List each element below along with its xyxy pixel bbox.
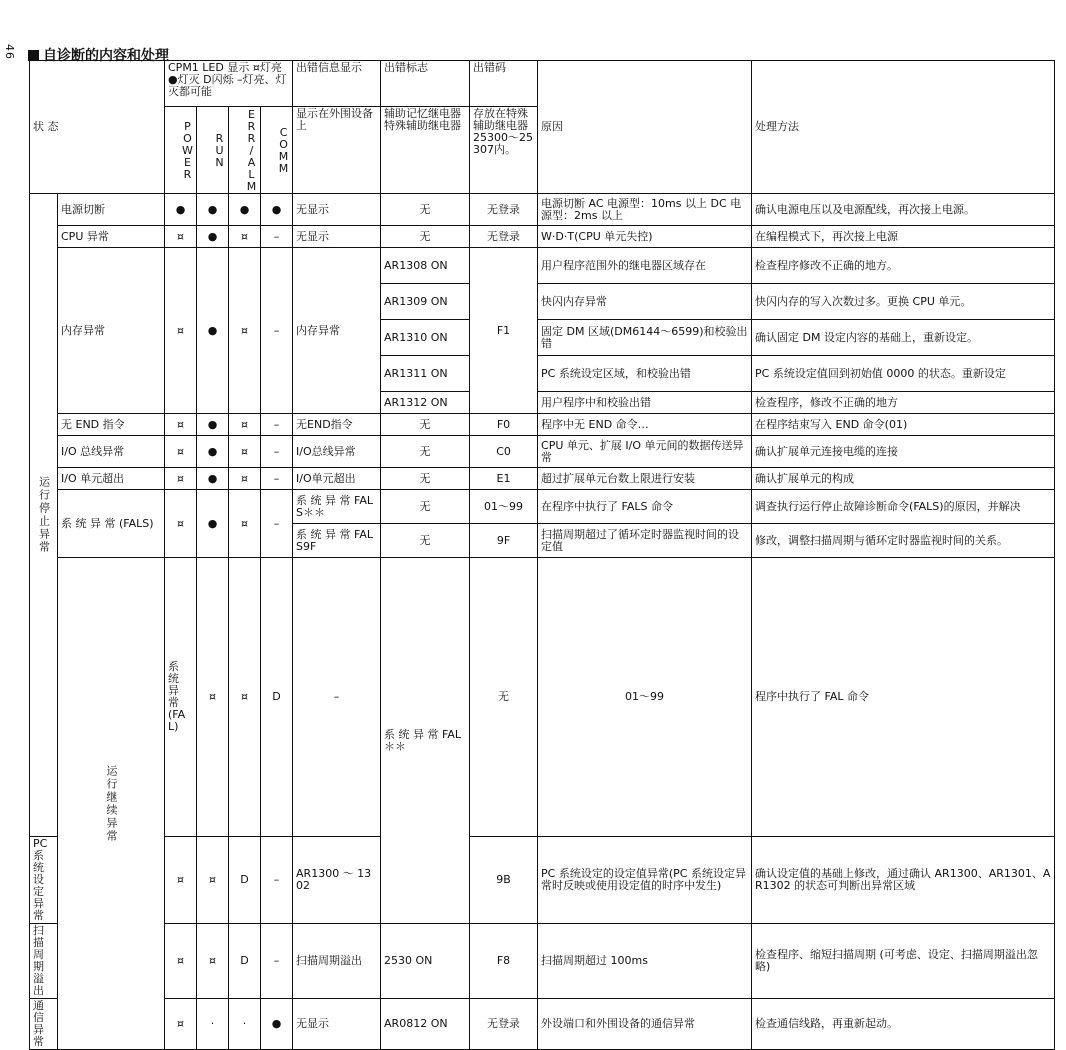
cause-cell: 超过扩展单元台数上限进行安装	[538, 468, 752, 490]
cause-cell: 扫描周期超过了循环定时器监视时间的设定值	[538, 524, 752, 558]
header-solution: 处理方法	[752, 61, 1055, 194]
led-power: ¤	[165, 468, 197, 490]
led-comm: –	[261, 436, 293, 468]
led-power: ¤	[165, 248, 197, 414]
flag-cell: 2530 ON	[381, 924, 470, 999]
led-run: ¤	[229, 558, 261, 837]
led-power: ¤	[165, 924, 197, 999]
cause-cell: 扫描周期超过 100ms	[538, 924, 752, 999]
led-err: ●	[229, 194, 261, 226]
code-cell: 9B	[470, 837, 538, 924]
cause-cell: CPU 单元、扩展 I/O 单元间的数据传送异常	[538, 436, 752, 468]
code-cell: 无登录	[470, 226, 538, 248]
cause-cell: 电源切断 AC 电源型：10ms 以上 DC 电源型：2ms 以上	[538, 194, 752, 226]
led-run: ¤	[197, 837, 229, 924]
code-cell: F1	[470, 248, 538, 414]
led-err: ¤	[229, 436, 261, 468]
solution-cell: 确认电源电压以及电源配线，再次接上电源。	[752, 194, 1055, 226]
led-run: ¤	[197, 924, 229, 999]
led-power: ●	[165, 194, 197, 226]
table-row	[30, 558, 1055, 837]
code-cell: F0	[470, 414, 538, 436]
led-run: ●	[197, 248, 229, 414]
led-power: ¤	[165, 490, 197, 558]
flag-cell: 无	[381, 468, 470, 490]
solution-cell: 确认设定值的基础上修改，通过确认 AR1300、AR1301、AR1302 的状态可判断出异常区域	[752, 837, 1055, 924]
code-cell: 9F	[470, 524, 538, 558]
solution-cell: 修改，调整扫描周期与循环定时器监视时间的关系。	[752, 524, 1055, 558]
flag-cell: AR1308 ON	[381, 248, 470, 284]
message-cell: I/O总线异常	[293, 436, 381, 468]
table-row	[30, 999, 1055, 1050]
led-power: ¤	[197, 558, 229, 837]
state-cell: 扫描周期溢出	[30, 924, 58, 999]
led-run: ●	[197, 468, 229, 490]
message-cell: 系 统 异 常 FALS9F	[293, 524, 381, 558]
message-cell: I/O单元超出	[293, 468, 381, 490]
cause-cell: PC 系统设定的设定值异常(PC 系统设定异常时反映或使用设定值的时序中发生)	[538, 837, 752, 924]
led-comm: ●	[261, 999, 293, 1050]
state-cell: 系 统 异 常 (FAL)	[165, 558, 197, 837]
flag-cell: 无	[470, 558, 538, 837]
header-code-top: 出错码	[470, 61, 538, 107]
led-power: ¤	[165, 436, 197, 468]
page-number: 46	[3, 44, 16, 60]
solution-cell: 确认扩展单元的构成	[752, 468, 1055, 490]
led-comm: –	[261, 226, 293, 248]
led-comm: –	[261, 837, 293, 924]
table-row	[30, 414, 1055, 436]
code-cell: C0	[470, 436, 538, 468]
led-run: ●	[197, 226, 229, 248]
solution-cell: 检查通信线路，再重新起动。	[752, 999, 1055, 1050]
state-cell: 无 END 指令	[58, 414, 165, 436]
header-flag-bottom: 辅助记忆继电器特殊辅助继电器	[381, 107, 470, 194]
solution-cell: 在程序结束写入 END 命令(01)	[752, 414, 1055, 436]
code-cell: E1	[470, 468, 538, 490]
header-code-bottom: 存放在特殊辅助继电器 25300～25307内。	[470, 107, 538, 194]
table-row	[30, 490, 1055, 524]
header-led-power: POWER	[165, 107, 197, 194]
table-row	[30, 436, 1055, 468]
led-err: D	[229, 924, 261, 999]
led-err: ¤	[229, 226, 261, 248]
state-cell: 电源切断	[58, 194, 165, 226]
header-message-top: 出错信息显示	[293, 61, 381, 107]
message-cell: 无显示	[293, 999, 381, 1050]
led-power: ¤	[165, 414, 197, 436]
cause-cell: 程序中无 END 命令…	[538, 414, 752, 436]
led-err: ¤	[229, 414, 261, 436]
cause-cell: 程序中执行了 FAL 命令	[752, 558, 1055, 837]
message-cell: 系 统 异 常 FALS＊＊	[293, 490, 381, 524]
code-cell: 01～99	[538, 558, 752, 837]
led-run: ●	[197, 436, 229, 468]
solution-cell: 在编程模式下，再次接上电源	[752, 226, 1055, 248]
cause-cell: 在程序中执行了 FALS 命令	[538, 490, 752, 524]
table-row	[30, 194, 1055, 226]
state-cell: CPU 异常	[58, 226, 165, 248]
solution-cell: 调查执行运行停止故障诊断命令(FALS)的原因，并解决	[752, 490, 1055, 524]
led-run: ●	[197, 194, 229, 226]
led-comm: –	[261, 414, 293, 436]
solution-cell: 确认固定 DM 设定内容的基础上，重新设定。	[752, 320, 1055, 356]
flag-cell: 无	[381, 524, 470, 558]
led-power: ¤	[165, 837, 197, 924]
flag-cell: AR1310 ON	[381, 320, 470, 356]
cause-cell: 固定 DM 区域(DM6144～6599)和校验出错	[538, 320, 752, 356]
code-cell: 无登录	[470, 194, 538, 226]
group-stop-label: 运行停止异常	[30, 194, 58, 837]
led-err: D	[261, 558, 293, 837]
state-cell: PC 系统设定异常	[30, 837, 58, 924]
led-comm: –	[261, 924, 293, 999]
led-run: ●	[197, 490, 229, 558]
led-err: ·	[229, 999, 261, 1050]
led-err: ¤	[229, 468, 261, 490]
solution-cell: 快闪内存的写入次数过多。更换 CPU 单元。	[752, 284, 1055, 320]
flag-cell: 无	[381, 414, 470, 436]
code-cell: 01～99	[470, 490, 538, 524]
led-comm: –	[293, 558, 381, 837]
header-led-comm: COMM	[261, 107, 293, 194]
state-cell: 内存异常	[58, 248, 165, 414]
header-message-bottom: 显示在外围设备上	[293, 107, 381, 194]
led-err: ¤	[229, 490, 261, 558]
state-cell: I/O 单元超出	[58, 468, 165, 490]
table-row	[30, 837, 1055, 924]
header-status: 状 态	[30, 61, 165, 194]
state-cell: I/O 总线异常	[58, 436, 165, 468]
led-power: ¤	[165, 999, 197, 1050]
led-err: D	[229, 837, 261, 924]
flag-cell: AR0812 ON	[381, 999, 470, 1050]
message-cell: 无END指令	[293, 414, 381, 436]
message-cell: 无显示	[293, 194, 381, 226]
led-comm: –	[261, 468, 293, 490]
diagnosis-table	[29, 60, 1055, 1050]
message-cell: 内存异常	[293, 248, 381, 414]
page-title-text: 自诊断的内容和处理	[43, 48, 169, 64]
table-row	[30, 226, 1055, 248]
led-run: ·	[197, 999, 229, 1050]
header-cause: 原因	[538, 61, 752, 194]
header-led-err: ERR/ALM	[229, 107, 261, 194]
table-row	[30, 468, 1055, 490]
cause-cell: 用户程序范围外的继电器区域存在	[538, 248, 752, 284]
group-continue-label: 运行继续异常	[58, 558, 165, 1050]
led-comm: –	[261, 490, 293, 558]
cause-cell: 用户程序中和校验出错	[538, 392, 752, 414]
header-flag-top: 出错标志	[381, 61, 470, 107]
code-cell: 无登录	[470, 999, 538, 1050]
flag-cell: 无	[381, 226, 470, 248]
flag-cell: AR1312 ON	[381, 392, 470, 414]
header-led-group: CPM1 LED 显示 ¤灯亮 ●灯灭 D闪烁 –灯亮、灯灭都可能	[165, 61, 293, 107]
table-row	[30, 248, 1055, 284]
message-cell: 扫描周期溢出	[293, 924, 381, 999]
led-comm: –	[261, 248, 293, 414]
cause-cell: PC 系统设定区域，和校验出错	[538, 356, 752, 392]
cause-cell: W·D·T(CPU 单元失控)	[538, 226, 752, 248]
flag-cell: AR1311 ON	[381, 356, 470, 392]
code-cell: F8	[470, 924, 538, 999]
solution-cell: 确认扩展单元连接电缆的连接	[752, 436, 1055, 468]
header-led-run: RUN	[197, 107, 229, 194]
message-cell: 系 统 异 常 FAL＊＊	[381, 558, 470, 924]
led-power: ¤	[165, 226, 197, 248]
table-row	[30, 924, 1055, 999]
flag-cell: 无	[381, 194, 470, 226]
flag-cell: 无	[381, 436, 470, 468]
solution-cell: 检查程序，修改不正确的地方	[752, 392, 1055, 414]
solution-cell: 检查程序、缩短扫描周期 (可考虑、设定、扫描周期溢出忽略)	[752, 924, 1055, 999]
cause-cell: 快闪内存异常	[538, 284, 752, 320]
state-cell: 系 统 异 常 (FALS)	[58, 490, 165, 558]
solution-cell: PC 系统设定值回到初始值 0000 的状态。重新设定	[752, 356, 1055, 392]
flag-cell: AR1309 ON	[381, 284, 470, 320]
led-err: ¤	[229, 248, 261, 414]
message-cell: 无显示	[293, 226, 381, 248]
flag-cell: 无	[381, 490, 470, 524]
state-cell: 通信异常	[30, 999, 58, 1050]
solution-cell: 检查程序修改不正确的地方。	[752, 248, 1055, 284]
cause-cell: 外设端口和外围设备的通信异常	[538, 999, 752, 1050]
flag-cell: AR1300 ～ 1302	[293, 837, 381, 924]
led-comm: ●	[261, 194, 293, 226]
led-run: ●	[197, 414, 229, 436]
